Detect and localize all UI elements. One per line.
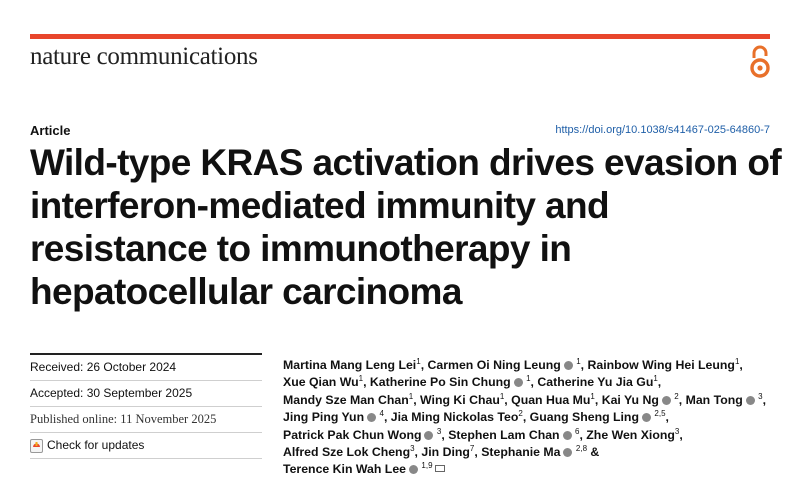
author-affiliation: 2,5 bbox=[654, 409, 666, 419]
author-name[interactable]: Jing Ping Yun bbox=[283, 410, 365, 425]
author-affiliation: 3 bbox=[436, 426, 442, 436]
author-affiliation: 1,9 bbox=[421, 461, 433, 471]
author-affiliation: 1 bbox=[576, 356, 581, 366]
author-name[interactable]: Stephanie Ma bbox=[481, 445, 561, 460]
article-dates bbox=[30, 353, 262, 459]
author-affiliation: 3 bbox=[674, 426, 680, 436]
author-line bbox=[283, 461, 783, 478]
author-separator: , bbox=[678, 392, 686, 407]
author-name[interactable]: Patrick Pak Chun Wong bbox=[283, 427, 422, 442]
orcid-icon[interactable] bbox=[514, 378, 523, 387]
author-separator: , bbox=[739, 358, 743, 372]
title-line: resistance to immunotherapy in bbox=[30, 228, 572, 269]
author-affiliation: 2 bbox=[518, 409, 523, 419]
orcid-icon[interactable] bbox=[424, 431, 433, 440]
author-affiliation: 2,8 bbox=[575, 443, 588, 453]
author-separator: , bbox=[657, 375, 662, 390]
orcid-icon[interactable] bbox=[662, 396, 671, 405]
orcid-icon[interactable] bbox=[409, 465, 418, 474]
orcid-icon[interactable] bbox=[367, 413, 376, 422]
author-name[interactable]: Katherine Po Sin Chung bbox=[369, 375, 511, 390]
author-separator: , bbox=[594, 392, 602, 407]
author-name[interactable]: Martina Mang Leng Lei bbox=[283, 358, 417, 372]
orcid-icon[interactable] bbox=[563, 448, 572, 457]
orcid-icon[interactable] bbox=[563, 431, 572, 440]
email-icon[interactable] bbox=[435, 465, 445, 472]
author-affiliation: 1 bbox=[526, 374, 531, 384]
author-separator: , bbox=[522, 410, 530, 425]
author-name[interactable]: Kai Yu Ng bbox=[601, 392, 659, 407]
author-affiliation: 3 bbox=[758, 391, 763, 401]
author-affiliation: 2 bbox=[674, 391, 679, 401]
author-separator: , bbox=[383, 410, 391, 425]
author-separator: , bbox=[363, 375, 370, 390]
author-name[interactable]: Zhe Wen Xiong bbox=[586, 427, 675, 442]
author-separator: , bbox=[580, 358, 588, 372]
orcid-icon[interactable] bbox=[642, 413, 651, 422]
published-date: Published online: 11 November 2025 bbox=[30, 406, 262, 432]
author-affiliation: 1 bbox=[590, 391, 595, 401]
author-affiliation: 4 bbox=[379, 409, 384, 419]
author-list bbox=[283, 357, 783, 479]
article-type: Article bbox=[30, 123, 71, 138]
author-affiliation: 1 bbox=[416, 356, 421, 366]
author-separator: & bbox=[587, 445, 600, 460]
author-name[interactable]: Stephen Lam Chan bbox=[448, 427, 560, 442]
author-affiliation: 1 bbox=[358, 374, 364, 384]
orcid-icon[interactable] bbox=[746, 396, 755, 405]
open-access-icon[interactable] bbox=[747, 44, 773, 80]
author-name[interactable]: Rainbow Wing Hei Leung bbox=[587, 358, 735, 372]
author-name[interactable]: Guang Sheng Ling bbox=[529, 410, 639, 425]
journal-accent-bar bbox=[30, 34, 770, 39]
author-name[interactable]: Terence Kin Wah Lee bbox=[283, 462, 406, 477]
accepted-date: Accepted: 30 September 2025 bbox=[30, 380, 262, 406]
title-line: hepatocellular carcinoma bbox=[30, 271, 462, 312]
author-separator: , bbox=[504, 392, 512, 407]
author-name[interactable]: Jin Ding bbox=[421, 445, 470, 460]
author-affiliation: 6 bbox=[575, 426, 580, 436]
author-line bbox=[283, 444, 783, 461]
author-affiliation: 7 bbox=[469, 443, 475, 453]
author-affiliation: 1 bbox=[408, 391, 414, 401]
orcid-icon[interactable] bbox=[564, 361, 573, 370]
author-separator: , bbox=[474, 445, 482, 460]
check-for-updates-button[interactable] bbox=[30, 432, 262, 459]
author-separator: , bbox=[420, 358, 428, 372]
author-separator: , bbox=[441, 427, 449, 442]
author-name[interactable]: Mandy Sze Man Chan bbox=[283, 392, 409, 407]
author-line bbox=[283, 392, 783, 409]
journal-name[interactable]: nature communications bbox=[30, 43, 258, 70]
author-separator: , bbox=[762, 392, 767, 407]
check-for-updates-icon bbox=[30, 439, 43, 453]
author-name[interactable]: Carmen Oi Ning Leung bbox=[427, 358, 561, 372]
author-separator: , bbox=[413, 392, 421, 407]
author-name[interactable]: Xue Qian Wu bbox=[283, 375, 359, 390]
author-separator: , bbox=[579, 427, 587, 442]
author-affiliation: 1 bbox=[499, 391, 505, 401]
article-title bbox=[30, 141, 780, 313]
author-affiliation: 3 bbox=[410, 443, 415, 453]
title-line: interferon-mediated immunity and bbox=[30, 185, 610, 226]
author-name[interactable]: Quan Hua Mu bbox=[511, 392, 591, 407]
author-affiliation: 1 bbox=[734, 356, 740, 366]
doi-link[interactable]: https://doi.org/10.1038/s41467-025-64860-7 bbox=[555, 124, 770, 136]
author-separator: , bbox=[414, 445, 422, 460]
author-name[interactable]: Man Tong bbox=[685, 392, 743, 407]
title-line: Wild-type KRAS activation drives evasion of bbox=[30, 142, 782, 183]
received-date: Received: 26 October 2024 bbox=[30, 353, 262, 380]
author-separator: , bbox=[530, 375, 538, 390]
author-separator: , bbox=[665, 410, 669, 425]
author-affiliation: 1 bbox=[653, 374, 658, 384]
check-for-updates-label: Check for updates bbox=[47, 438, 145, 452]
author-line bbox=[283, 374, 783, 391]
author-name[interactable]: Alfred Sze Lok Cheng bbox=[283, 445, 411, 460]
author-name[interactable]: Jia Ming Nickolas Teo bbox=[390, 410, 519, 425]
author-line bbox=[283, 427, 783, 444]
author-line bbox=[283, 409, 783, 426]
author-name[interactable]: Catherine Yu Jia Gu bbox=[537, 375, 654, 390]
author-line bbox=[283, 357, 783, 374]
author-separator: , bbox=[679, 427, 683, 442]
author-name[interactable]: Wing Ki Chau bbox=[420, 392, 500, 407]
